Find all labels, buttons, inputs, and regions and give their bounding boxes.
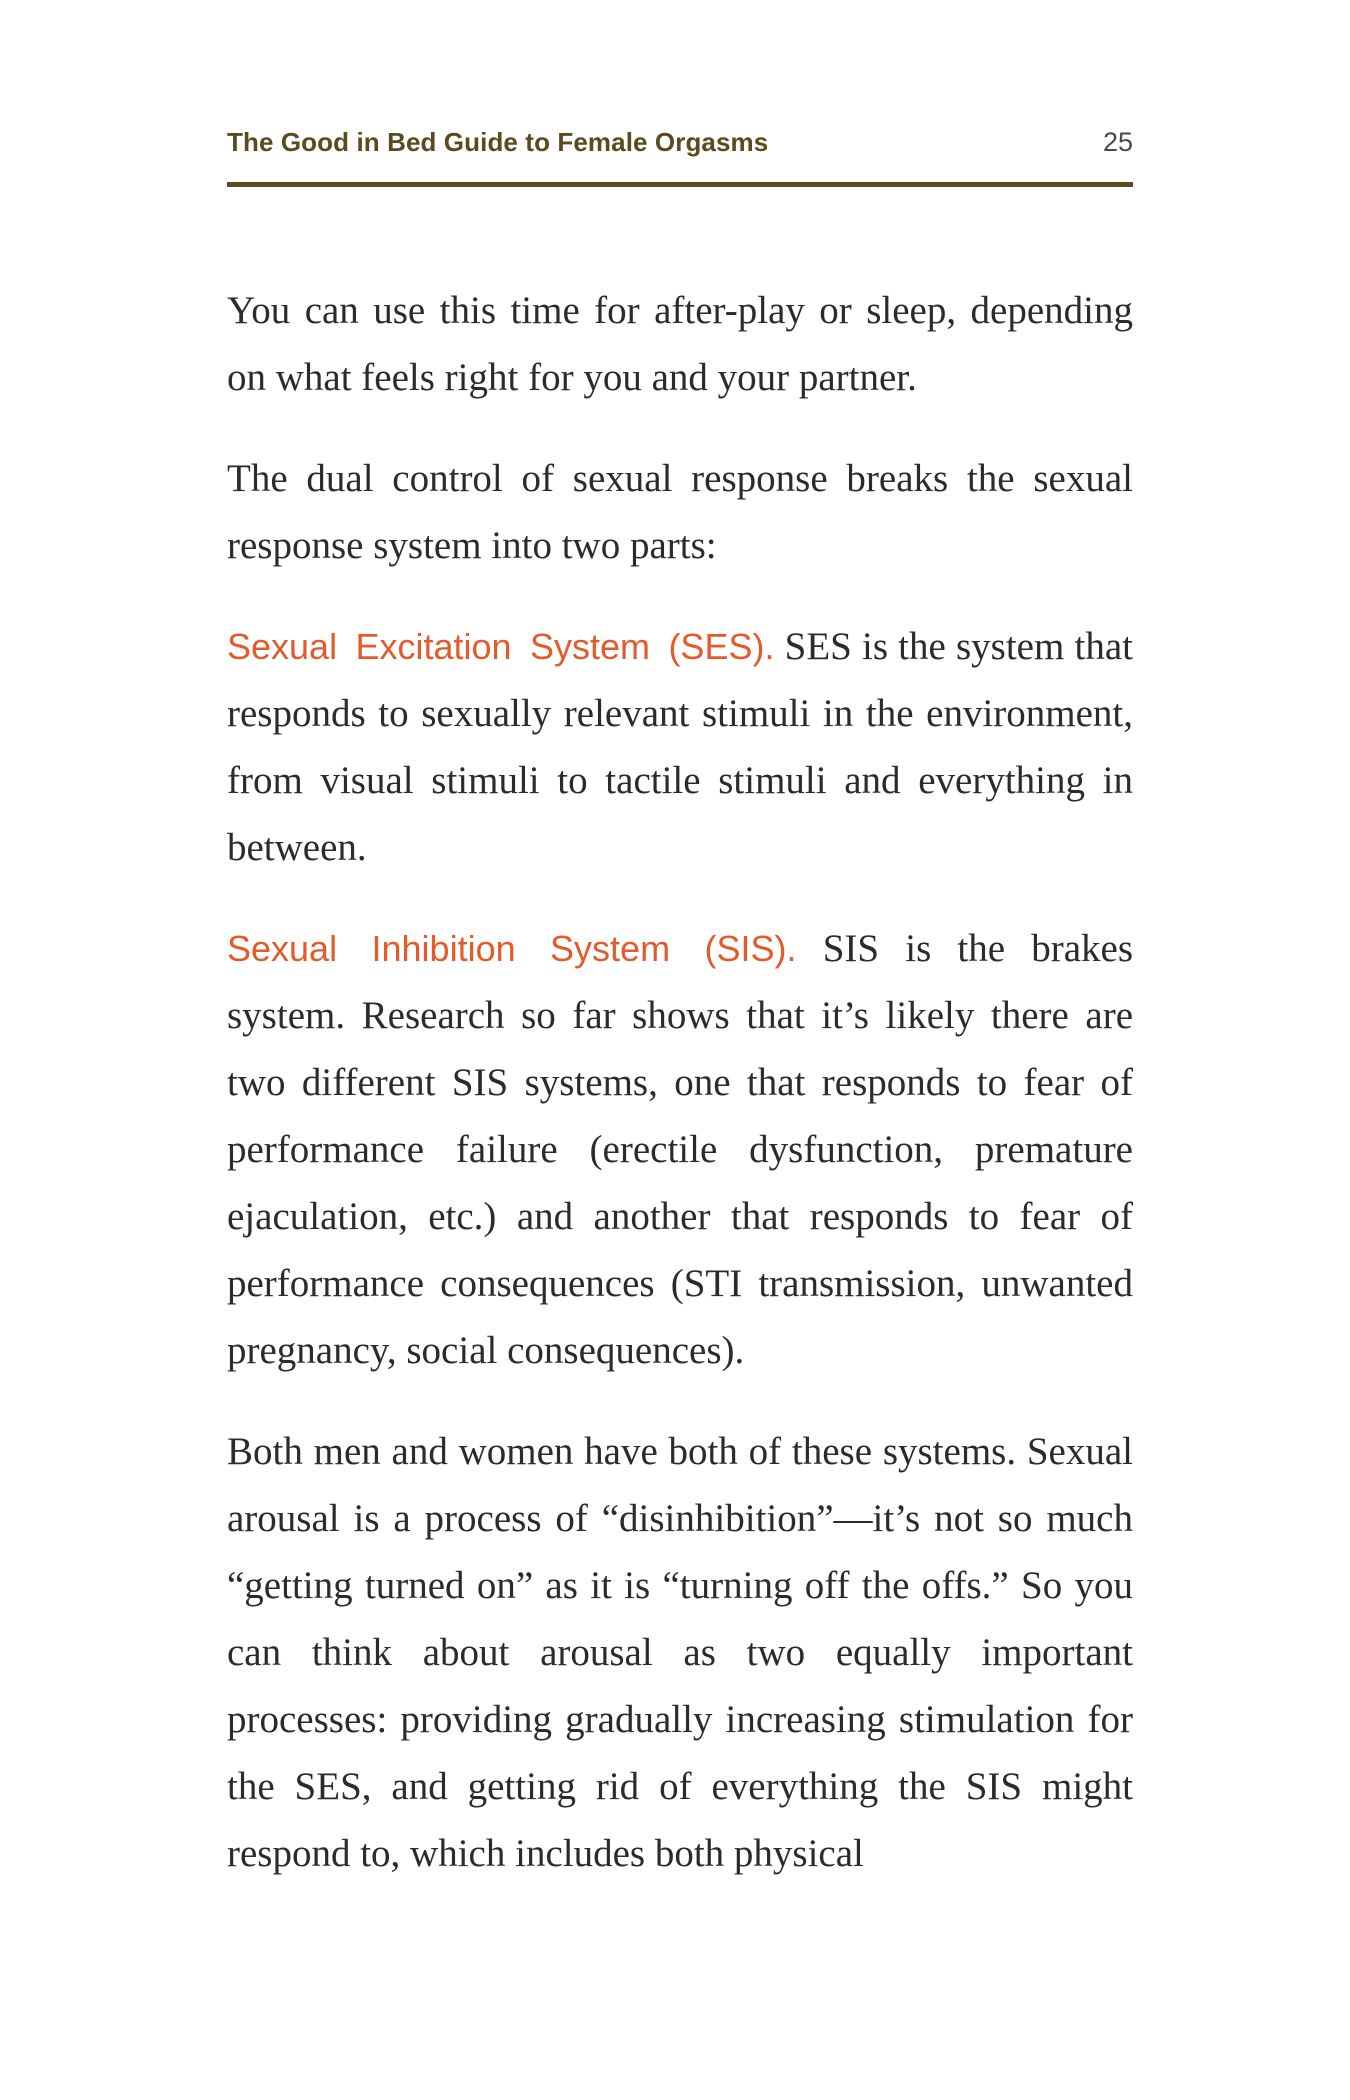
- term-ses: Sexual Excitation System (SES).: [227, 626, 775, 667]
- definition-paragraph-ses: [227, 613, 1133, 881]
- page-number: 25: [1102, 126, 1133, 157]
- body-text: [227, 277, 1133, 1921]
- paragraph-text: You can use this time for after-play or sleep, depending on what feels right for you and your partner.: [227, 289, 1133, 399]
- paragraph-text: SES is the system that responds to sexually relevant stimuli in the environment, from visual stimuli to tactile stimuli and everything in between.: [227, 625, 1133, 869]
- term-sis: Sexual Inhibition System (SIS).: [227, 928, 797, 969]
- header-rule: [227, 182, 1133, 187]
- paragraph: [227, 277, 1133, 411]
- paragraph-text: SIS is the brakes system. Research so far shows that it’s likely there are two different SIS systems, one that responds to fear of performance failure (erectile dysfunction, premature ejaculation, etc.) and another that responds to fear of performance consequences (STI transmission, unwanted pregnancy, social consequences).: [227, 927, 1134, 1372]
- paragraph: [227, 1418, 1133, 1887]
- paragraph-text: Both men and women have both of these systems. Sexual arousal is a process of “disinhibition”—it’s not so much “getting turned on” as it is “turning off the offs.” So you can think about arousal as two equally important processes: providing gradually increasing stimulation for the SES, and getting rid of everything the SIS might respond to, which includes both physical: [227, 1430, 1133, 1875]
- definition-paragraph-sis: [227, 915, 1133, 1384]
- running-head: [227, 122, 1133, 162]
- paragraph: [227, 445, 1133, 579]
- running-title: The Good in Bed Guide to Female Orgasms: [227, 126, 769, 157]
- paragraph-text: The dual control of sexual response breaks the sexual response system into two parts:: [227, 457, 1133, 567]
